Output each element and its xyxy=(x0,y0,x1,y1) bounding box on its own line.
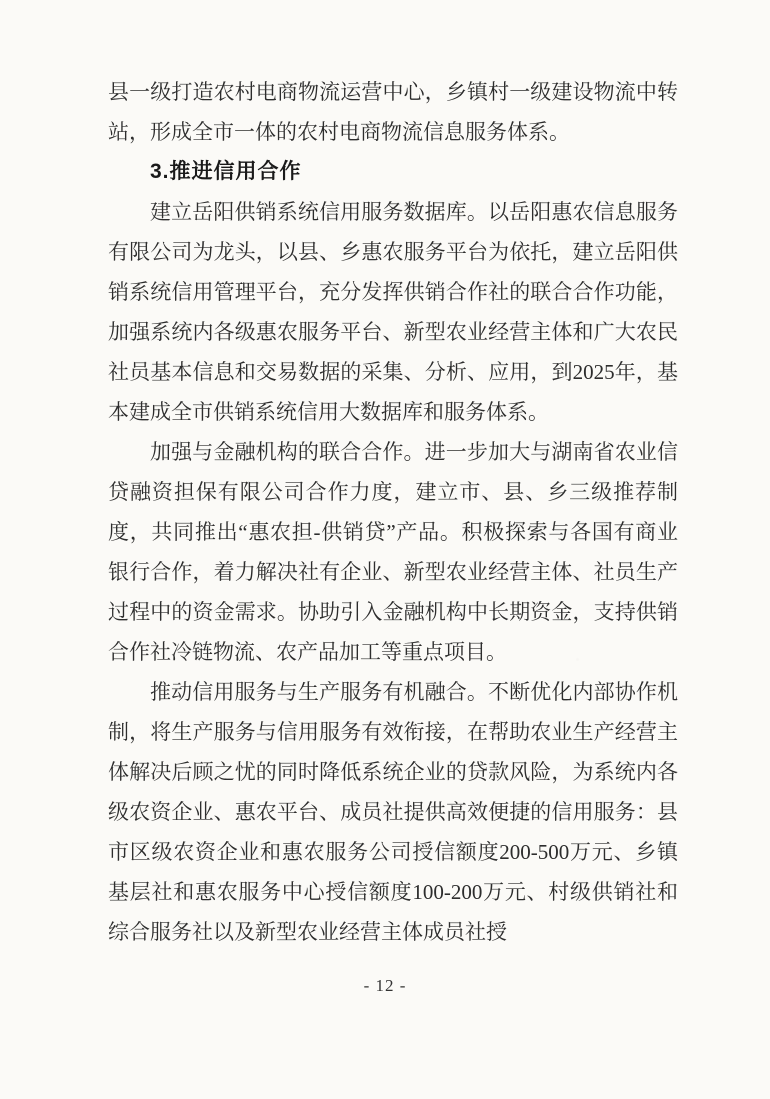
text-block xyxy=(108,72,678,952)
paragraph-credit-database: 建立岳阳供销系统信用服务数据库。以岳阳惠农信息服务有限公司为龙头，以县、乡惠农服务平台为依托，建立岳阳供销系统信用管理平台，充分发挥供销合作社的联合合作功能，加强系统内各级惠农服务平台、新型农业经营主体和广大农民社员基本信息和交易数据的采集、分析、应用，到2025年，基本建成全市供销系统信用大数据库和服务体系。 xyxy=(108,200,678,424)
paragraph-credit-service-integration: 推动信用服务与生产服务有机融合。不断优化内部协作机制，将生产服务与信用服务有效衔接，在帮助农业生产经营主体解决后顾之忧的同时降低系统企业的贷款风险，为系统内各级农资企业、惠农平台、成员社提供高效便捷的信用服务：县市区级农资企业和惠农服务公司授信额度200-500万元、乡镇基层社和惠农服务中心授信额度100-200万元、村级供销社和综合服务社以及新型农业经营主体成员社授 xyxy=(108,680,678,944)
paragraph-continuation: 县一级打造农村电商物流运营中心，乡镇村一级建设物流中转站，形成全市一体的农村电商物流信息服务体系。 xyxy=(108,80,678,144)
paragraph-financial-cooperation: 加强与金融机构的联合合作。进一步加大与湖南省农业信贷融资担保有限公司合作力度，建立市、县、乡三级推荐制度，共同推出“惠农担-供销贷”产品。积极探索与各国有商业银行合作，着力解决社有企业、新型农业经营主体、社员生产过程中的资金需求。协助引入金融机构中长期资金，支持供销合作社冷链物流、农产品加工等重点项目。 xyxy=(108,440,678,664)
page-number: - 12 - xyxy=(363,976,407,995)
section-heading: 3.推进信用合作 xyxy=(150,160,302,183)
